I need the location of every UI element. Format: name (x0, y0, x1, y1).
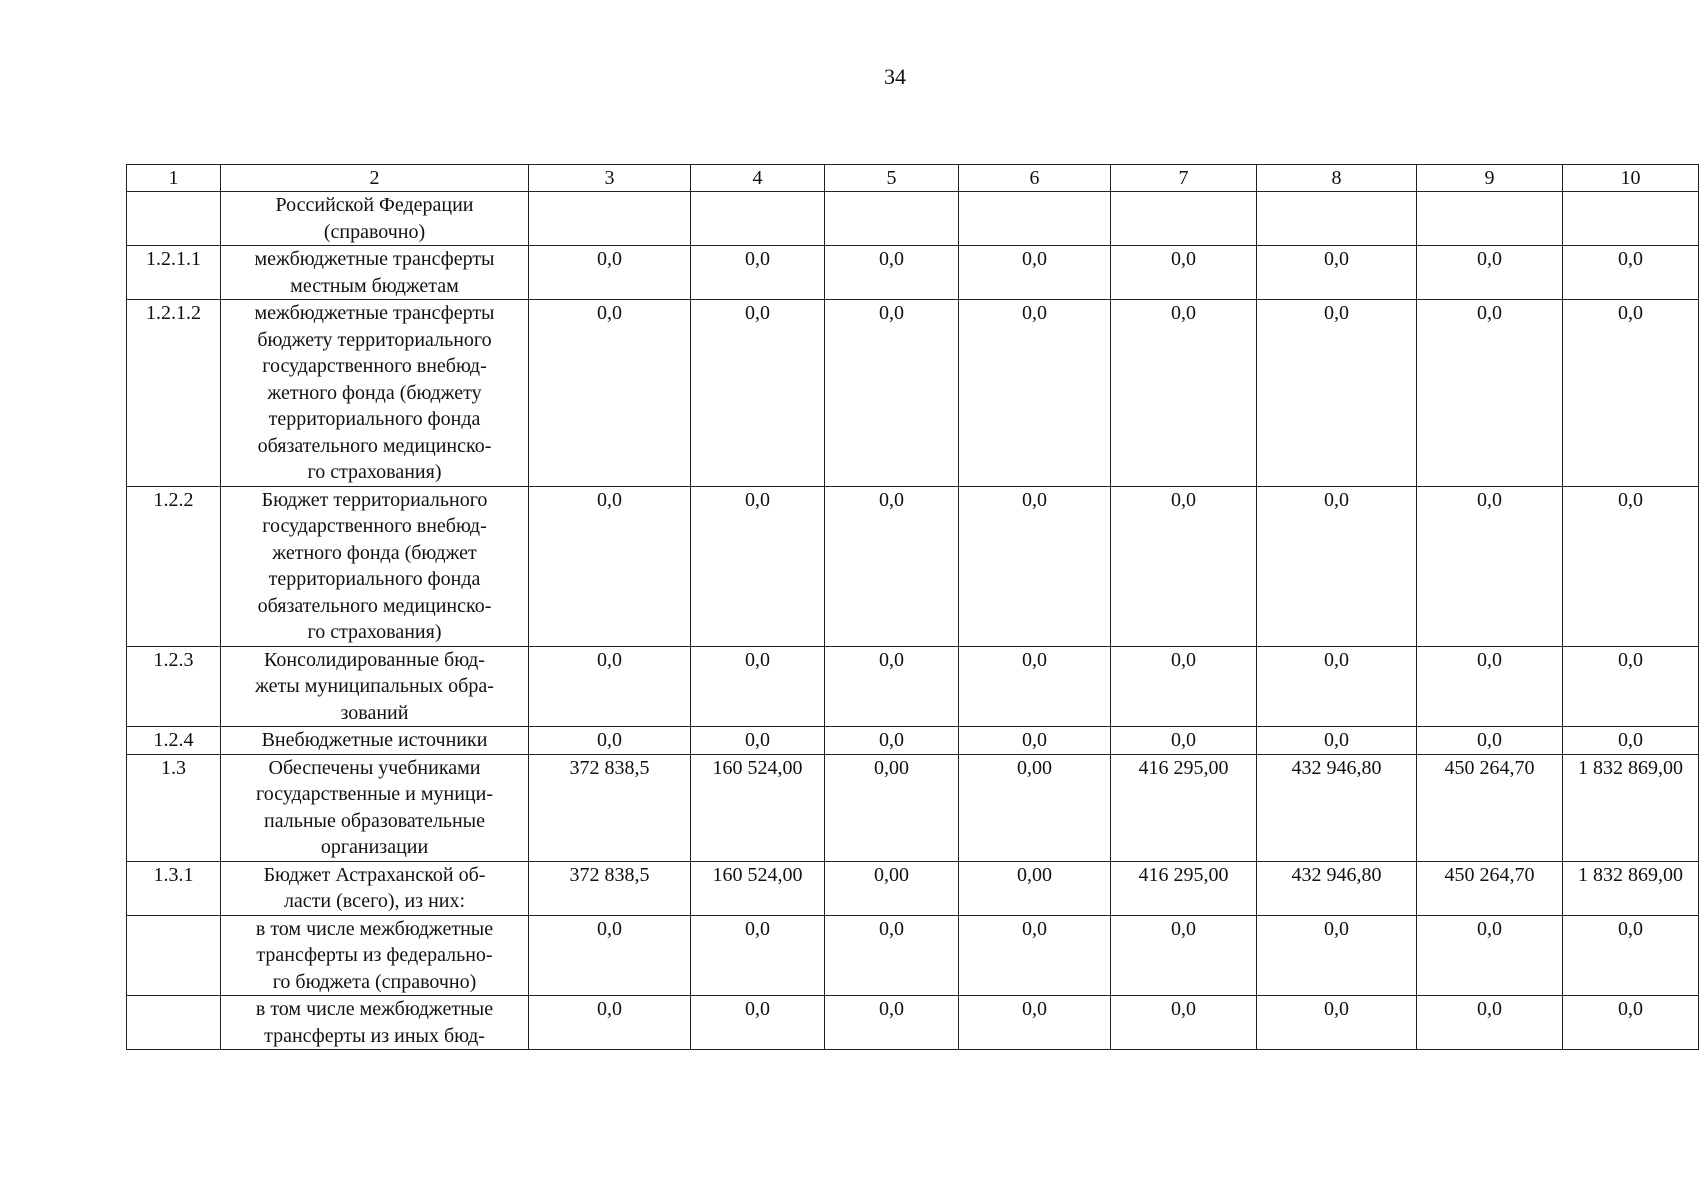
page-number: 34 (884, 64, 906, 89)
value-cell: 0,0 (529, 300, 691, 487)
value-cell: 0,0 (529, 996, 691, 1050)
row-description-cell: Бюджет территориального государственного внебюд- жетного фонда (бюджет территориального фонда обязательного медицинско- го страхования) (221, 486, 529, 646)
row-description-cell: в том числе межбюджетные трансферты из федерально- го бюджета (справочно) (221, 915, 529, 996)
table-row (127, 246, 1699, 300)
value-cell: 0,0 (1257, 915, 1417, 996)
table-row (127, 192, 1699, 246)
value-cell: 0,0 (959, 486, 1111, 646)
value-cell (959, 192, 1111, 246)
value-cell: 0,0 (1257, 300, 1417, 487)
table-row (127, 861, 1699, 915)
row-code-cell: 1.2.3 (127, 646, 221, 727)
column-header: 4 (691, 165, 825, 192)
value-cell: 0,0 (1111, 486, 1257, 646)
value-cell: 0,0 (1111, 300, 1257, 487)
value-cell: 0,0 (691, 915, 825, 996)
value-cell: 0,0 (1111, 246, 1257, 300)
value-cell: 0,0 (825, 300, 959, 487)
column-header: 3 (529, 165, 691, 192)
value-cell: 0,0 (825, 727, 959, 755)
value-cell: 1 832 869,00 (1563, 861, 1699, 915)
row-code-cell (127, 192, 221, 246)
value-cell: 0,0 (691, 246, 825, 300)
row-description-cell: Консолидированные бюд- жеты муниципальных обра- зований (221, 646, 529, 727)
column-header: 7 (1111, 165, 1257, 192)
column-header: 2 (221, 165, 529, 192)
value-cell: 0,0 (959, 246, 1111, 300)
value-cell: 0,0 (691, 646, 825, 727)
value-cell: 0,0 (825, 646, 959, 727)
value-cell: 432 946,80 (1257, 754, 1417, 861)
value-cell: 0,0 (529, 486, 691, 646)
value-cell: 0,0 (959, 996, 1111, 1050)
column-header: 5 (825, 165, 959, 192)
row-description-cell: Внебюджетные источники (221, 727, 529, 755)
value-cell: 0,0 (1111, 915, 1257, 996)
value-cell: 0,00 (959, 861, 1111, 915)
value-cell: 0,0 (1417, 300, 1563, 487)
value-cell: 0,0 (691, 300, 825, 487)
row-code-cell: 1.2.4 (127, 727, 221, 755)
table-header-row (127, 165, 1699, 192)
value-cell (825, 192, 959, 246)
row-description-cell: межбюджетные трансферты бюджету территориального государственного внебюд- жетного фонда (бюджету территориального фонда обязательного медицинско- го страхования) (221, 300, 529, 487)
value-cell: 0,0 (959, 915, 1111, 996)
value-cell: 0,0 (691, 486, 825, 646)
column-header: 6 (959, 165, 1111, 192)
value-cell: 0,0 (1417, 996, 1563, 1050)
value-cell: 0,00 (825, 754, 959, 861)
value-cell: 416 295,00 (1111, 861, 1257, 915)
value-cell: 0,0 (1563, 246, 1699, 300)
value-cell: 0,0 (1111, 727, 1257, 755)
value-cell: 0,0 (1417, 486, 1563, 646)
value-cell: 450 264,70 (1417, 754, 1563, 861)
table-row (127, 646, 1699, 727)
value-cell: 0,0 (1257, 246, 1417, 300)
value-cell: 0,0 (1417, 646, 1563, 727)
value-cell: 0,0 (1417, 915, 1563, 996)
value-cell: 160 524,00 (691, 754, 825, 861)
value-cell: 0,0 (959, 300, 1111, 487)
value-cell: 0,00 (825, 861, 959, 915)
value-cell (691, 192, 825, 246)
row-code-cell: 1.2.1.2 (127, 300, 221, 487)
table-row (127, 915, 1699, 996)
value-cell: 0,0 (1563, 727, 1699, 755)
value-cell: 432 946,80 (1257, 861, 1417, 915)
column-header: 1 (127, 165, 221, 192)
value-cell: 0,0 (1563, 996, 1699, 1050)
table-row (127, 996, 1699, 1050)
value-cell (1417, 192, 1563, 246)
column-header: 10 (1563, 165, 1699, 192)
value-cell: 0,0 (1563, 646, 1699, 727)
table-row (127, 727, 1699, 755)
row-description-cell: межбюджетные трансферты местным бюджетам (221, 246, 529, 300)
value-cell (1257, 192, 1417, 246)
row-description-cell: в том числе межбюджетные трансферты из иных бюд- (221, 996, 529, 1050)
value-cell: 0,0 (1563, 915, 1699, 996)
value-cell: 0,0 (1257, 727, 1417, 755)
table-row (127, 486, 1699, 646)
table-row (127, 754, 1699, 861)
value-cell: 0,0 (529, 246, 691, 300)
row-code-cell: 1.3.1 (127, 861, 221, 915)
value-cell: 0,0 (1111, 996, 1257, 1050)
value-cell: 1 832 869,00 (1563, 754, 1699, 861)
value-cell: 0,0 (959, 646, 1111, 727)
value-cell: 0,0 (825, 996, 959, 1050)
value-cell: 0,0 (691, 996, 825, 1050)
value-cell: 0,0 (1257, 646, 1417, 727)
column-header: 8 (1257, 165, 1417, 192)
value-cell: 372 838,5 (529, 754, 691, 861)
row-description-cell: Бюджет Астраханской об- ласти (всего), из них: (221, 861, 529, 915)
budget-table (126, 164, 1699, 1050)
value-cell: 416 295,00 (1111, 754, 1257, 861)
value-cell: 0,0 (1417, 727, 1563, 755)
value-cell (1111, 192, 1257, 246)
column-header: 9 (1417, 165, 1563, 192)
value-cell: 0,00 (959, 754, 1111, 861)
value-cell: 0,0 (1257, 996, 1417, 1050)
value-cell: 0,0 (959, 727, 1111, 755)
row-description-cell: Обеспечены учебниками государственные и муници- пальные образовательные организации (221, 754, 529, 861)
value-cell: 0,0 (1563, 300, 1699, 487)
value-cell: 0,0 (1417, 246, 1563, 300)
value-cell (1563, 192, 1699, 246)
value-cell: 0,0 (1257, 486, 1417, 646)
value-cell: 450 264,70 (1417, 861, 1563, 915)
value-cell: 0,0 (529, 915, 691, 996)
value-cell: 0,0 (691, 727, 825, 755)
value-cell: 0,0 (1563, 486, 1699, 646)
row-code-cell (127, 996, 221, 1050)
row-description-cell: Российской Федерации (справочно) (221, 192, 529, 246)
row-code-cell: 1.2.2 (127, 486, 221, 646)
value-cell: 0,0 (1111, 646, 1257, 727)
value-cell: 0,0 (529, 646, 691, 727)
table-row (127, 300, 1699, 487)
value-cell: 0,0 (825, 915, 959, 996)
value-cell: 160 524,00 (691, 861, 825, 915)
row-code-cell: 1.2.1.1 (127, 246, 221, 300)
value-cell: 372 838,5 (529, 861, 691, 915)
value-cell: 0,0 (825, 246, 959, 300)
value-cell (529, 192, 691, 246)
value-cell: 0,0 (529, 727, 691, 755)
row-code-cell (127, 915, 221, 996)
row-code-cell: 1.3 (127, 754, 221, 861)
value-cell: 0,0 (825, 486, 959, 646)
